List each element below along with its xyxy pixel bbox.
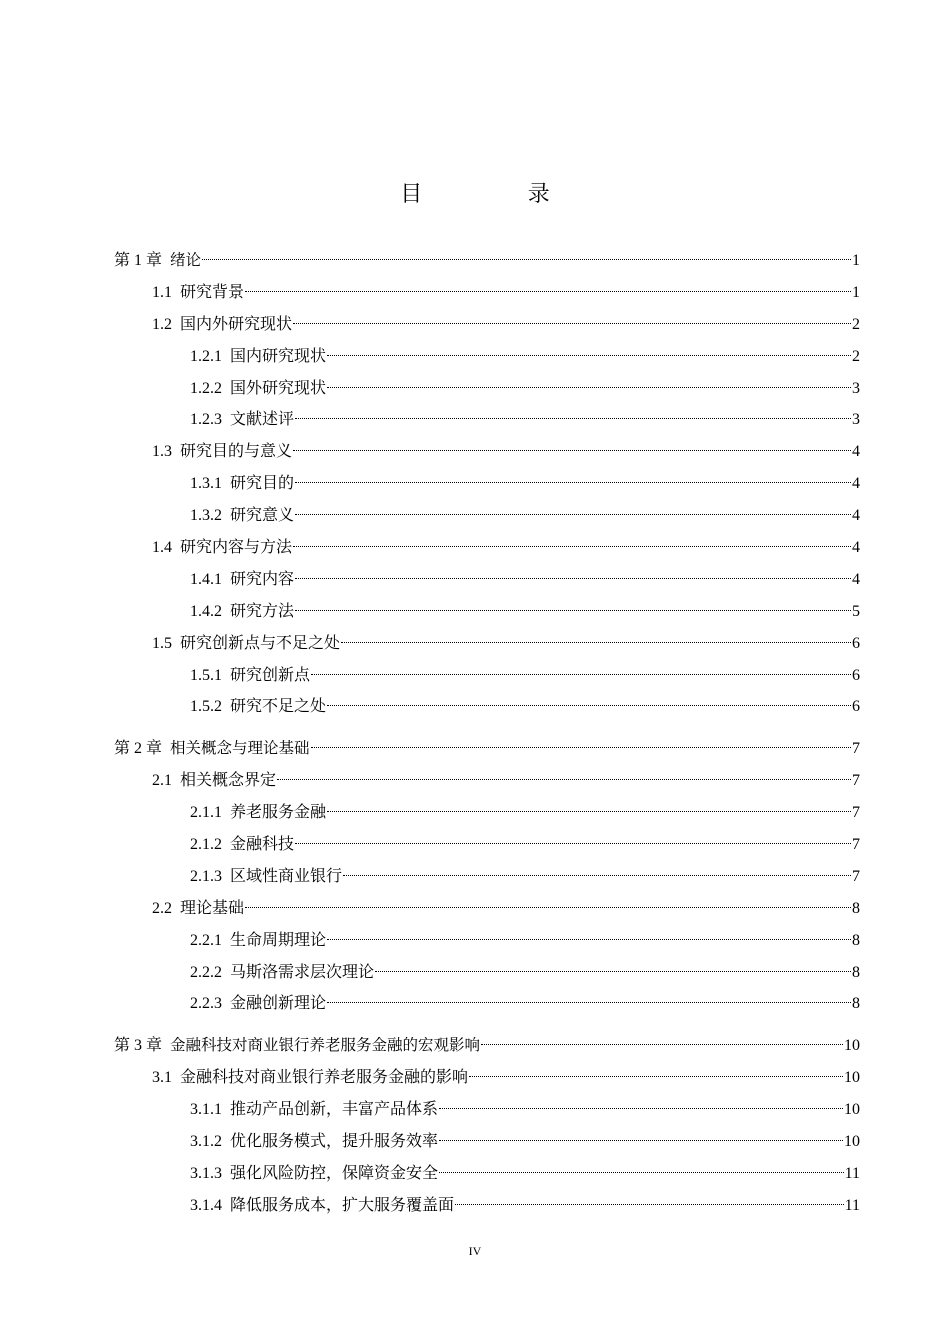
toc-entry-page: 10 [844, 1133, 860, 1151]
toc-entry-number: 1.3.1 [190, 475, 222, 493]
toc-entry-number: 1.2.1 [190, 347, 222, 365]
toc-entry[interactable] [0, 341, 950, 373]
toc-entry[interactable] [0, 596, 950, 628]
dot-leader [293, 323, 851, 324]
toc-entry-label: 研究不足之处 [230, 698, 327, 716]
toc-entry[interactable] [0, 245, 950, 277]
toc-entry-number: 第 1 章 [114, 252, 163, 269]
toc-entry-number: 2.1.1 [190, 804, 222, 822]
toc-entry-page: 1 [852, 252, 860, 269]
toc-entry-page: 7 [852, 867, 860, 885]
dot-leader [295, 610, 851, 611]
toc-entry-number: 第 3 章 [114, 1037, 163, 1055]
toc-entry-number: 3.1.4 [190, 1196, 222, 1214]
toc-entry-number: 3.1 [152, 1069, 172, 1087]
dot-leader [341, 642, 851, 643]
toc-entry-page: 7 [852, 804, 860, 822]
toc-entry[interactable] [0, 1030, 950, 1062]
toc-entry-label: 优化服务模式，提升服务效率 [230, 1133, 439, 1151]
toc-entry-label: 研究方法 [230, 602, 295, 620]
toc-entry-number: 2.2.3 [190, 995, 222, 1013]
toc-entry[interactable] [0, 925, 950, 957]
toc-entry[interactable] [0, 309, 950, 341]
toc-entry[interactable] [0, 691, 950, 723]
toc-entry-number: 3.1.3 [190, 1164, 222, 1182]
page-number: IV [468, 1244, 482, 1258]
toc-entry-number: 3.1.2 [190, 1133, 222, 1151]
toc-entry-page: 4 [852, 507, 860, 525]
dot-leader [455, 1204, 844, 1205]
toc-entry-page: 5 [852, 602, 860, 620]
toc-entry[interactable] [0, 660, 950, 692]
dot-leader [327, 811, 851, 812]
toc-entry-label: 研究创新点 [230, 666, 311, 684]
toc-entry-label: 绪论 [170, 251, 202, 269]
toc-entry-number: 1.5 [152, 634, 172, 652]
page-title: 目 录 [400, 181, 600, 206]
dot-leader [293, 450, 851, 451]
toc-entry-page: 7 [852, 740, 860, 758]
toc-entry-page: 1 [852, 283, 860, 301]
toc-entry-number: 1.4 [152, 539, 172, 557]
dot-leader [245, 907, 851, 908]
dot-leader [295, 578, 851, 579]
toc-entry-page: 8 [852, 995, 860, 1013]
dot-leader [439, 1108, 843, 1109]
toc-entry-label: 养老服务金融 [230, 804, 327, 822]
dot-leader [245, 291, 851, 292]
toc-entry-number: 1.3.2 [190, 507, 222, 525]
toc-entry[interactable] [0, 733, 950, 765]
toc-entry-number: 1.2.2 [190, 379, 222, 397]
toc-entry-label: 研究背景 [180, 283, 245, 301]
toc-entry[interactable] [0, 628, 950, 660]
toc-entry-label: 相关概念与理论基础 [170, 739, 310, 758]
toc-entry-number: 第 2 章 [114, 740, 163, 758]
dot-leader [375, 971, 851, 972]
dot-leader [311, 747, 851, 748]
dot-leader [469, 1076, 843, 1077]
toc-entry-label: 金融科技对商业银行养老服务金融的影响 [180, 1069, 469, 1087]
toc-entry[interactable] [0, 829, 950, 861]
toc-entry-page: 8 [852, 899, 860, 917]
toc-entry[interactable] [0, 957, 950, 989]
toc-entry-label: 国内研究现状 [230, 347, 327, 365]
toc-entry-label: 金融创新理论 [230, 995, 327, 1013]
toc-entry-page: 4 [852, 570, 860, 588]
dot-leader [295, 514, 851, 515]
dot-leader [327, 387, 851, 388]
toc-entry-number: 2.1.2 [190, 836, 222, 854]
toc-entry-label: 强化风险防控，保障资金安全 [230, 1164, 439, 1182]
toc-entry-page: 2 [852, 315, 860, 333]
toc-entry-number: 1.1 [152, 283, 172, 301]
toc-entry-label: 相关概念界定 [180, 772, 277, 790]
dot-leader [277, 779, 851, 780]
toc-entry-page: 6 [852, 666, 860, 684]
dot-leader [327, 1002, 851, 1003]
toc-entry-number: 2.2.1 [190, 931, 222, 949]
toc-entry-label: 生命周期理论 [230, 931, 327, 949]
toc-entry-label: 马斯洛需求层次理论 [230, 963, 375, 981]
toc-entry-page: 3 [852, 379, 860, 397]
toc-entry[interactable] [0, 468, 950, 500]
toc-entry[interactable] [0, 1126, 950, 1158]
toc-entry-number: 2.1.3 [190, 867, 222, 885]
toc-entry-page: 8 [852, 963, 860, 981]
toc-entry[interactable] [0, 988, 950, 1020]
dot-leader [327, 939, 851, 940]
toc-entry-label: 金融科技对商业银行养老服务金融的宏观影响 [170, 1036, 481, 1055]
dot-leader [202, 259, 851, 260]
dot-leader [295, 418, 851, 419]
toc-entry[interactable] [0, 500, 950, 532]
toc-entry[interactable] [0, 564, 950, 596]
toc-entry-label: 研究意义 [230, 507, 295, 525]
toc-entry-page: 3 [852, 411, 860, 429]
toc-entry-page: 6 [852, 698, 860, 716]
toc-entry[interactable] [0, 1094, 950, 1126]
toc-entry-page: 10 [844, 1037, 860, 1055]
toc-entry-number: 2.1 [152, 772, 172, 790]
toc-entry-page: 10 [844, 1101, 860, 1119]
toc-entry-page: 4 [852, 443, 860, 461]
dot-leader [293, 546, 851, 547]
toc-entry-label: 研究目的 [230, 475, 295, 493]
toc-entry[interactable] [0, 1062, 950, 1094]
toc-entry-number: 1.2.3 [190, 411, 222, 429]
toc-entry-number: 1.3 [152, 443, 172, 461]
toc-entry-page: 4 [852, 475, 860, 493]
toc-entry-page: 6 [852, 634, 860, 652]
toc-entry-page: 7 [852, 836, 860, 854]
toc-entry-number: 2.2.2 [190, 963, 222, 981]
toc-entry-label: 研究创新点与不足之处 [180, 634, 341, 652]
toc-entry-number: 1.2 [152, 315, 172, 333]
toc-entry-label: 研究内容与方法 [180, 539, 293, 557]
toc-entry[interactable] [0, 797, 950, 829]
dot-leader [327, 705, 851, 706]
toc-entry-label: 研究内容 [230, 570, 295, 588]
toc-entry[interactable] [0, 373, 950, 405]
toc-entry[interactable] [0, 436, 950, 468]
toc-entry-label: 理论基础 [180, 899, 245, 917]
toc-entry-number: 3.1.1 [190, 1101, 222, 1119]
dot-leader [327, 355, 851, 356]
toc-entry[interactable] [0, 861, 950, 893]
toc-entry[interactable] [0, 1190, 950, 1222]
toc-entry-label: 文献述评 [230, 411, 295, 429]
toc-entry-label: 降低服务成本，扩大服务覆盖面 [230, 1196, 455, 1214]
toc-entry-label: 推动产品创新，丰富产品体系 [230, 1101, 439, 1119]
toc-entry-number: 1.5.1 [190, 666, 222, 684]
toc-entry-page: 2 [852, 347, 860, 365]
dot-leader [481, 1044, 843, 1045]
toc-entry[interactable] [0, 277, 950, 309]
dot-leader [295, 482, 851, 483]
toc-entry[interactable] [0, 765, 950, 797]
dot-leader [343, 875, 851, 876]
dot-leader [439, 1172, 844, 1173]
toc-entry-number: 1.4.2 [190, 602, 222, 620]
toc-entry-label: 研究目的与意义 [180, 443, 293, 461]
toc-entry-page: 11 [844, 1164, 860, 1182]
toc-entry-page: 11 [844, 1196, 860, 1214]
toc-entry[interactable] [0, 893, 950, 925]
toc-entry-number: 1.5.2 [190, 698, 222, 716]
toc-entry-label: 国外研究现状 [230, 379, 327, 397]
toc-entry-page: 4 [852, 539, 860, 557]
toc-entry[interactable] [0, 532, 950, 564]
dot-leader [295, 843, 851, 844]
toc-entry[interactable] [0, 1158, 950, 1190]
toc-entry-page: 7 [852, 772, 860, 790]
toc-entry-label: 国内外研究现状 [180, 315, 293, 333]
toc-entry-number: 2.2 [152, 899, 172, 917]
toc-entry[interactable] [0, 404, 950, 436]
toc-entry-label: 区域性商业银行 [230, 867, 343, 885]
dot-leader [311, 674, 851, 675]
dot-leader [439, 1140, 843, 1141]
toc-entry-number: 1.4.1 [190, 570, 222, 588]
toc-entry-label: 金融科技 [230, 836, 295, 854]
toc-entry-page: 8 [852, 931, 860, 949]
toc-entry-page: 10 [844, 1069, 860, 1087]
table-of-contents [0, 245, 950, 1222]
